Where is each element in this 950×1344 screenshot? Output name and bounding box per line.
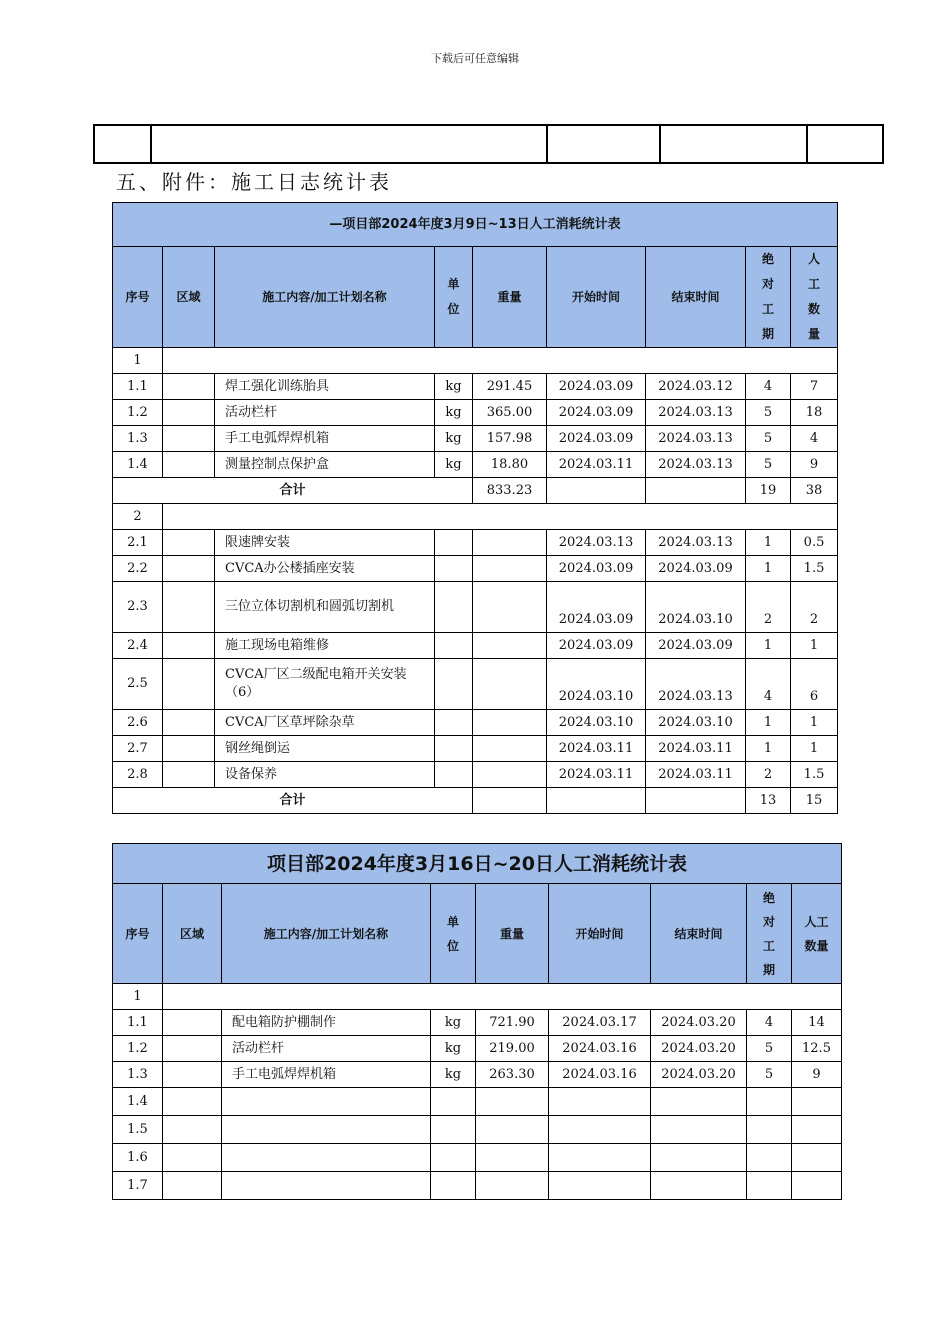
- cell-duration: 1: [746, 633, 791, 659]
- cell-unit: [435, 633, 473, 659]
- labor-stats-table-2: [112, 843, 842, 1200]
- cell-weight: [473, 762, 547, 788]
- cell-weight: [473, 556, 547, 582]
- table-row: [113, 1036, 842, 1062]
- table-row: [113, 762, 838, 788]
- cell-unit: [435, 556, 473, 582]
- cell-end: [651, 1116, 747, 1144]
- cell-end: [651, 1172, 747, 1200]
- cell-weight: [473, 736, 547, 762]
- cell-workers: 1: [791, 736, 838, 762]
- group-blank: [163, 348, 838, 374]
- col-weight: 重量: [476, 884, 549, 984]
- cell-duration: 2: [746, 762, 791, 788]
- cell-start: 2024.03.13: [547, 530, 646, 556]
- cell-name: [222, 1116, 431, 1144]
- table-row: [113, 633, 838, 659]
- cell-start: 2024.03.16: [549, 1062, 651, 1088]
- cell-workers: 18: [791, 400, 838, 426]
- cell-unit: [431, 1172, 476, 1200]
- total-label: 合计: [113, 478, 473, 504]
- col-start: 开始时间: [549, 884, 651, 984]
- cell-workers: 1.5: [791, 762, 838, 788]
- cell-unit: kg: [435, 374, 473, 400]
- cell-area: [163, 736, 215, 762]
- cell-unit: kg: [435, 452, 473, 478]
- total-workers: 15: [791, 788, 838, 814]
- cell-weight: [476, 1116, 549, 1144]
- group-row: [113, 504, 838, 530]
- table-title: —项目部2024年度3月9日~13日人工消耗统计表: [113, 203, 838, 247]
- cell-weight: [473, 530, 547, 556]
- cell-seq: 1.3: [113, 426, 163, 452]
- cell-unit: [435, 530, 473, 556]
- table-row: [113, 1172, 842, 1200]
- cell-unit: [431, 1088, 476, 1116]
- cell-weight: [473, 633, 547, 659]
- section-title: 五、附件：施工日志统计表: [116, 170, 392, 194]
- cell-weight: 219.00: [476, 1036, 549, 1062]
- cell-end: 2024.03.11: [646, 736, 746, 762]
- cell-name: 手工电弧焊焊机箱: [215, 426, 435, 452]
- cell-workers: [792, 1088, 842, 1116]
- group-seq: 2: [113, 504, 163, 530]
- cell-area: [163, 582, 215, 633]
- cell-name: CVCA办公楼插座安装: [215, 556, 435, 582]
- table-row: [113, 1144, 842, 1172]
- cell-start: [549, 1144, 651, 1172]
- cell-end: 2024.03.13: [646, 400, 746, 426]
- cell-seq: 2.3: [113, 582, 163, 633]
- cell-duration: 1: [746, 710, 791, 736]
- col-workers: 人工数量: [792, 884, 842, 984]
- group-seq: 1: [113, 984, 163, 1010]
- cell-end: 2024.03.13: [646, 659, 746, 710]
- cell-name: [222, 1172, 431, 1200]
- cell-duration: [747, 1172, 792, 1200]
- cell-weight: 263.30: [476, 1062, 549, 1088]
- cell-unit: [431, 1144, 476, 1172]
- col-unit: 单位: [431, 884, 476, 984]
- total-blank: [646, 478, 746, 504]
- cell-name: CVCA厂区二级配电箱开关安装（6）: [215, 659, 435, 710]
- table-row: [113, 426, 838, 452]
- col-area: 区域: [163, 247, 215, 348]
- total-duration: 19: [746, 478, 791, 504]
- total-duration: 13: [746, 788, 791, 814]
- cell-unit: [435, 659, 473, 710]
- col-content: 施工内容/加工计划名称: [215, 247, 435, 348]
- cell-end: 2024.03.09: [646, 633, 746, 659]
- total-blank: [646, 788, 746, 814]
- total-label: 合计: [113, 788, 473, 814]
- cell-start: 2024.03.09: [547, 400, 646, 426]
- col-duration: 绝对工期: [747, 884, 792, 984]
- cell-seq: 1.7: [113, 1172, 163, 1200]
- cell-start: [549, 1088, 651, 1116]
- cell-end: 2024.03.20: [651, 1010, 747, 1036]
- table-row: [113, 1010, 842, 1036]
- cell-workers: 7: [791, 374, 838, 400]
- table-row: [113, 556, 838, 582]
- cell-end: 2024.03.13: [646, 426, 746, 452]
- table-row: [113, 582, 838, 633]
- cell-workers: 9: [791, 452, 838, 478]
- cell-start: 2024.03.16: [549, 1036, 651, 1062]
- cell-weight: 18.80: [473, 452, 547, 478]
- cell-workers: 0.5: [791, 530, 838, 556]
- table-row: [113, 374, 838, 400]
- col-workers: 人工数量: [791, 247, 838, 348]
- cell-end: 2024.03.13: [646, 530, 746, 556]
- cell-area: [163, 1062, 222, 1088]
- table-row: [113, 400, 838, 426]
- cell-name: 钢丝绳倒运: [215, 736, 435, 762]
- cell-workers: 12.5: [792, 1036, 842, 1062]
- cell-weight: [473, 582, 547, 633]
- cell-name: 手工电弧焊焊机箱: [222, 1062, 431, 1088]
- cell-name: CVCA厂区草坪除杂草: [215, 710, 435, 736]
- cell-start: 2024.03.10: [547, 710, 646, 736]
- cell-start: 2024.03.10: [547, 659, 646, 710]
- cell-weight: [473, 659, 547, 710]
- cell-seq: 1.3: [113, 1062, 163, 1088]
- cell-start: 2024.03.09: [547, 582, 646, 633]
- cell-seq: 1.4: [113, 452, 163, 478]
- cell-weight: 721.90: [476, 1010, 549, 1036]
- cell-area: [163, 452, 215, 478]
- group-blank: [163, 504, 838, 530]
- cell-start: 2024.03.11: [547, 762, 646, 788]
- cell-end: 2024.03.12: [646, 374, 746, 400]
- cell-name: 三位立体切割机和圆弧切割机: [215, 582, 435, 633]
- cell-duration: [747, 1144, 792, 1172]
- cell-workers: [792, 1116, 842, 1144]
- cell-area: [163, 530, 215, 556]
- previous-table-fragment: [93, 124, 884, 164]
- cell-start: 2024.03.09: [547, 556, 646, 582]
- total-weight: [473, 788, 547, 814]
- col-content: 施工内容/加工计划名称: [222, 884, 431, 984]
- col-seq: 序号: [113, 884, 163, 984]
- total-row: [113, 788, 838, 814]
- cell-name: 配电箱防护棚制作: [222, 1010, 431, 1036]
- cell-name: 测量控制点保护盒: [215, 452, 435, 478]
- cell-area: [163, 762, 215, 788]
- group-row: [113, 348, 838, 374]
- cell-area: [163, 1172, 222, 1200]
- total-workers: 38: [791, 478, 838, 504]
- cell-seq: 1.2: [113, 1036, 163, 1062]
- total-blank: [547, 478, 646, 504]
- table-row: [113, 1088, 842, 1116]
- cell-seq: 2.1: [113, 530, 163, 556]
- cell-unit: kg: [431, 1062, 476, 1088]
- cell-end: 2024.03.09: [646, 556, 746, 582]
- cell-weight: [473, 710, 547, 736]
- cell-duration: [747, 1116, 792, 1144]
- cell-seq: 1.1: [113, 1010, 163, 1036]
- labor-stats-table-1: [112, 202, 838, 814]
- cell-area: [163, 1116, 222, 1144]
- table-header-row: [113, 884, 842, 984]
- cell-start: 2024.03.09: [547, 426, 646, 452]
- group-seq: 1: [113, 348, 163, 374]
- cell-duration: 1: [746, 736, 791, 762]
- cell-end: [651, 1088, 747, 1116]
- group-row: [113, 984, 842, 1010]
- cell-weight: [476, 1172, 549, 1200]
- cell-end: 2024.03.20: [651, 1062, 747, 1088]
- cell-name: [222, 1144, 431, 1172]
- cell-start: 2024.03.17: [549, 1010, 651, 1036]
- cell-start: 2024.03.11: [547, 736, 646, 762]
- table-row: [113, 530, 838, 556]
- cell-weight: 291.45: [473, 374, 547, 400]
- cell-workers: 1: [791, 710, 838, 736]
- cell-name: 施工现场电箱维修: [215, 633, 435, 659]
- cell-area: [163, 400, 215, 426]
- cell-area: [163, 374, 215, 400]
- cell-start: 2024.03.09: [547, 633, 646, 659]
- cell-workers: 9: [792, 1062, 842, 1088]
- cell-duration: 5: [747, 1062, 792, 1088]
- table-row: [113, 710, 838, 736]
- cell-name: 活动栏杆: [222, 1036, 431, 1062]
- cell-duration: [747, 1088, 792, 1116]
- cell-duration: 4: [746, 374, 791, 400]
- cell-area: [163, 1010, 222, 1036]
- cell-unit: [435, 762, 473, 788]
- col-weight: 重量: [473, 247, 547, 348]
- col-end: 结束时间: [646, 247, 746, 348]
- cell-workers: 1: [791, 633, 838, 659]
- cell-duration: 2: [746, 582, 791, 633]
- cell-seq: 2.8: [113, 762, 163, 788]
- cell-start: 2024.03.09: [547, 374, 646, 400]
- table-title: 项目部2024年度3月16日~20日人工消耗统计表: [113, 844, 842, 884]
- cell-workers: [792, 1144, 842, 1172]
- cell-name: [222, 1088, 431, 1116]
- cell-duration: 5: [746, 400, 791, 426]
- cell-workers: 14: [792, 1010, 842, 1036]
- cell-unit: [431, 1116, 476, 1144]
- cell-name: 活动栏杆: [215, 400, 435, 426]
- cell-weight: [476, 1144, 549, 1172]
- cell-duration: 1: [746, 530, 791, 556]
- cell-end: 2024.03.20: [651, 1036, 747, 1062]
- cell-seq: 1.2: [113, 400, 163, 426]
- cell-weight: 157.98: [473, 426, 547, 452]
- cell-area: [163, 556, 215, 582]
- cell-seq: 1.4: [113, 1088, 163, 1116]
- cell-seq: 2.7: [113, 736, 163, 762]
- cell-weight: 365.00: [473, 400, 547, 426]
- cell-seq: 2.2: [113, 556, 163, 582]
- cell-seq: 1.5: [113, 1116, 163, 1144]
- cell-unit: kg: [431, 1036, 476, 1062]
- cell-workers: 6: [791, 659, 838, 710]
- cell-duration: 4: [747, 1010, 792, 1036]
- cell-area: [163, 1036, 222, 1062]
- table-header-row: [113, 247, 838, 348]
- cell-area: [163, 633, 215, 659]
- cell-seq: 2.5: [113, 659, 163, 710]
- cell-duration: 5: [746, 426, 791, 452]
- cell-name: 限速牌安装: [215, 530, 435, 556]
- cell-seq: 1.6: [113, 1144, 163, 1172]
- col-unit: 单位: [435, 247, 473, 348]
- cell-area: [163, 1088, 222, 1116]
- cell-unit: kg: [435, 400, 473, 426]
- cell-end: 2024.03.10: [646, 710, 746, 736]
- cell-unit: [435, 582, 473, 633]
- cell-workers: 4: [791, 426, 838, 452]
- col-area: 区域: [163, 884, 222, 984]
- cell-area: [163, 1144, 222, 1172]
- cell-name: 焊工强化训练胎具: [215, 374, 435, 400]
- total-blank: [547, 788, 646, 814]
- col-duration: 绝对工期: [746, 247, 791, 348]
- cell-unit: kg: [435, 426, 473, 452]
- table-row: [113, 452, 838, 478]
- cell-end: 2024.03.11: [646, 762, 746, 788]
- cell-unit: kg: [431, 1010, 476, 1036]
- table-row: [113, 659, 838, 710]
- cell-start: [549, 1172, 651, 1200]
- cell-area: [163, 426, 215, 452]
- col-start: 开始时间: [547, 247, 646, 348]
- cell-workers: 2: [791, 582, 838, 633]
- cell-duration: 4: [746, 659, 791, 710]
- cell-duration: 5: [746, 452, 791, 478]
- table-row: [113, 1062, 842, 1088]
- cell-unit: [435, 736, 473, 762]
- cell-seq: 2.4: [113, 633, 163, 659]
- table-row: [113, 1116, 842, 1144]
- cell-end: 2024.03.10: [646, 582, 746, 633]
- total-weight: 833.23: [473, 478, 547, 504]
- cell-unit: [435, 710, 473, 736]
- total-row: [113, 478, 838, 504]
- group-blank: [163, 984, 842, 1010]
- cell-duration: 1: [746, 556, 791, 582]
- cell-start: [549, 1116, 651, 1144]
- cell-workers: [792, 1172, 842, 1200]
- table-row: [113, 736, 838, 762]
- cell-seq: 2.6: [113, 710, 163, 736]
- cell-area: [163, 710, 215, 736]
- header-note: 下载后可任意编辑: [431, 52, 519, 65]
- col-seq: 序号: [113, 247, 163, 348]
- cell-duration: 5: [747, 1036, 792, 1062]
- col-end: 结束时间: [651, 884, 747, 984]
- cell-end: [651, 1144, 747, 1172]
- cell-start: 2024.03.11: [547, 452, 646, 478]
- cell-weight: [476, 1088, 549, 1116]
- cell-area: [163, 659, 215, 710]
- cell-seq: 1.1: [113, 374, 163, 400]
- cell-name: 设备保养: [215, 762, 435, 788]
- cell-workers: 1.5: [791, 556, 838, 582]
- cell-end: 2024.03.13: [646, 452, 746, 478]
